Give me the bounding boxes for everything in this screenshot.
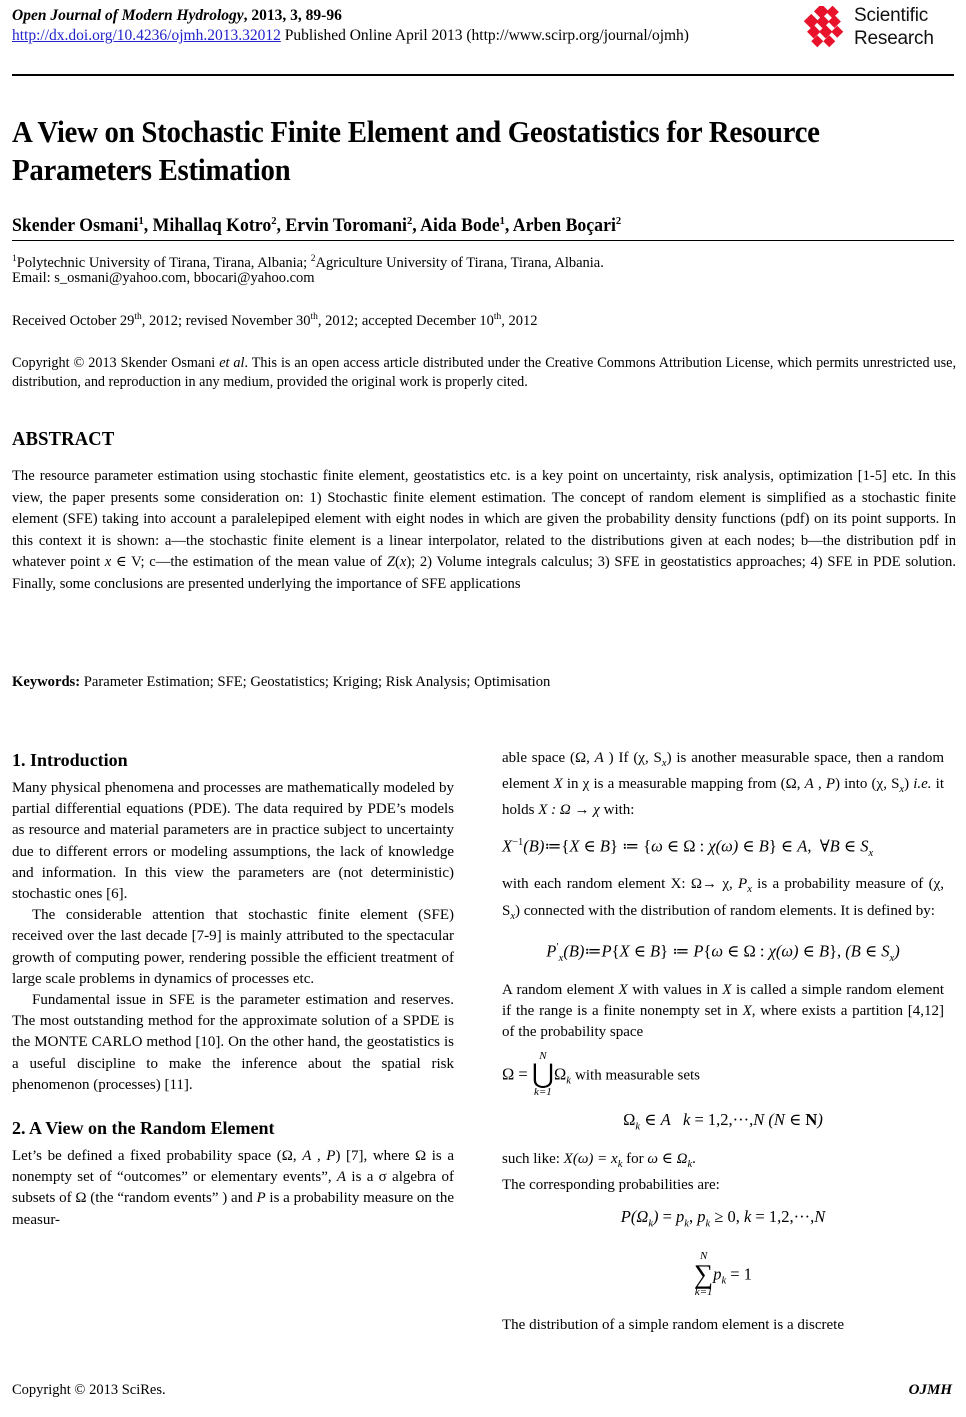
r-p3-a: A random element — [502, 981, 619, 998]
paragraph: The corresponding probabilities are: — [502, 1176, 720, 1193]
author-affil-marker: 2 — [615, 215, 622, 227]
publisher-logo-text — [854, 4, 934, 50]
italic-P-4: P — [738, 876, 748, 893]
script-a-3: A — [594, 750, 604, 766]
paragraph — [502, 748, 944, 822]
summation-operator: N ∑ k=1 — [694, 1250, 714, 1299]
paragraph: The considerable attention that stochastic finite element (SFE) received over the last decade [7-9] is mainly attributed to the spectacular growth of computing power, rendering possible the efficient treatment of large scale problems in dynamics of processes etc. — [12, 907, 454, 987]
r-p3-c: is called a simple random element if the range is a finite nonempty set in — [502, 981, 944, 1019]
author-sep: , — [412, 216, 421, 237]
italic-X-3: X — [722, 981, 732, 998]
keywords-line — [12, 672, 956, 693]
abstract-part-1: The resource parameter estimation using stochastic finite element, geostatistics etc. is a key point on uncertainty, risk analysis, optimization [1-5] etc. In this view, the paper presents some consideration on: 1) Stochastic finite element estimation. The concept of random element is simplified as a stochastic finite element (SFE) taking into account a paralelepiped element with eight nodes in which are given the probability density functions (pdf) on its point supports. In this context it is shown: a—the stochastic finite element is a linear interpolator, related to the distributions given at each nodes; b—the distribution pdf in whatever point — [12, 468, 956, 570]
author-entry — [285, 216, 420, 236]
author-affil-marker: 1 — [138, 215, 144, 227]
accepted-ordinal: th — [493, 312, 502, 322]
logo-text-scientific: Scientific — [854, 5, 929, 26]
subscript-x: x — [661, 758, 667, 769]
history-dates-line — [12, 308, 942, 331]
equation-5: $P(\Omega_k) = p_k$, $p_k \ge 0$, k = 1,2,···,N — [620, 1206, 826, 1230]
author-entry — [12, 216, 153, 236]
r-p4-a: such like: — [502, 1150, 564, 1167]
italic-P-1: P — [326, 1148, 336, 1165]
r-p1-a: able space (Ω, — [502, 750, 595, 766]
affil-marker-2: 2 — [310, 254, 316, 264]
p4-a: Let’s be defined a fixed probability space (Ω, — [12, 1148, 303, 1165]
copyright-prefix: Copyright © 2013 Skender Osmani — [12, 355, 220, 371]
equation-2: $P'_x(B)≔P\{X$ ∈ B} ≔ P{ω ∈ Ω : χ(ω) ∈ B}, (B ∈ $S_x$) — [546, 941, 900, 964]
paragraph: The distribution of a simple random element is a discrete — [502, 1317, 844, 1334]
journal-citation-line — [12, 6, 812, 26]
affil-marker-1: 1 — [12, 254, 17, 264]
r-p2-a: with each random element X: Ω→ χ, — [502, 876, 739, 893]
script-a-4: A — [804, 776, 814, 793]
paragraph: Fundamental issue in SFE is the parameter estimation and reserves. The most outstanding method for the approximate solution of a SPDE is the MONTE CARLO method [10]. On the other hand, the geostatistics is a useful discipline to make the inference about the spatial risk phenomenon (processes) [11]. — [12, 992, 454, 1093]
paragraph — [502, 980, 944, 1044]
p4-b: , — [311, 1148, 327, 1165]
received-tail: , 2012; revised November 30 — [141, 312, 311, 329]
keywords-value: Parameter Estimation; SFE; Geostatistics; Kriging; Risk Analysis; Optimisation — [80, 674, 551, 690]
email-line: Email: s_osmani@yahoo.com, bbocari@yahoo.com — [12, 270, 315, 286]
inline-equation-X-omega: $X(\omega) = x_k$ — [563, 1150, 623, 1170]
r-p4-b: for — [622, 1150, 648, 1167]
page-title: A View on Stochastic Finite Element and Geostatistics for Resource Parameters Estimation — [12, 113, 820, 187]
doi-line — [12, 26, 812, 46]
journal-name: Open Journal of Modern Hydrology — [12, 7, 244, 24]
abstract-italic-z: Z — [386, 554, 395, 570]
r-p2-c: ) connected with the distribution of random elements. It is defined by: — [515, 902, 935, 919]
abstract-part-4: ); 2) Volume integrals calculus; 3) SFE in geostatistics approaches; 4) SFE in PDE solution. Finally, some conclusions are presented underlying the importance of SFE applications — [12, 554, 956, 592]
subscript-x-3: x — [747, 884, 752, 896]
author-name: Ervin Toromani — [285, 216, 407, 237]
received-ordinal: th — [134, 312, 142, 322]
publisher-logo — [802, 4, 952, 56]
author-entry — [513, 216, 621, 236]
author-name: Mihallaq Kotro — [152, 216, 272, 237]
r-p3-b: with values in — [627, 981, 723, 998]
author-affil-marker: 2 — [271, 215, 277, 227]
affil-text-2: Agriculture University of Tirana, Tirana, Albania. — [315, 254, 604, 271]
scientific-research-diamond-icon — [802, 6, 850, 52]
p4-e: is a probability measure on the measur- — [12, 1190, 454, 1228]
r-p1-f: ) into (χ, S — [834, 776, 900, 793]
r-p1-c: ) is another measurable space, then a random element — [502, 750, 944, 793]
r-p1-d: in χ is a measurable mapping from (Ω, — [562, 776, 805, 793]
copyright-license-note — [12, 354, 956, 392]
r-p1-e: , — [813, 776, 826, 793]
abstract-italic-x: x — [104, 554, 112, 570]
r-p2-b: is a probability measure of (χ, S — [502, 876, 944, 919]
received-label: Received October 29 — [12, 312, 135, 329]
author-entry — [420, 216, 513, 236]
equation-1: $X^{-1}(B)≔\{X$ ∈ B} ≔ {ω ∈ Ω : χ(ω) ∈ B} ∈ A, ∀B ∈ $S_x$ — [502, 836, 874, 859]
footer-copyright: Copyright © 2013 SciRes. — [12, 1382, 166, 1398]
equation-4: $\Omega_k$ ∈ A k = 1,2,···,N (N ∈ N) — [623, 1110, 823, 1133]
script-a-1: A — [302, 1148, 312, 1165]
r-p1-g: ) — [904, 776, 914, 793]
inline-equation-mapping: X : Ω → χ — [538, 802, 600, 819]
italic-X-2: X — [618, 981, 628, 998]
logo-text-research: Research — [854, 28, 934, 49]
body-column-left — [12, 748, 454, 1231]
r-p1-b: ) If (χ, S — [603, 750, 662, 766]
paragraph — [502, 874, 944, 926]
author-entry — [153, 216, 286, 236]
revised-tail: , 2012; accepted December 10 — [317, 312, 494, 329]
subscript-x-2: x — [899, 784, 905, 796]
journal-volume-pages: , 2013, 3, 89-96 — [243, 7, 342, 24]
abstract-heading: ABSTRACT — [12, 429, 115, 450]
abstract-italic-x2: x — [399, 554, 407, 570]
r-p1-h: it holds — [502, 776, 944, 819]
author-affil-marker: 2 — [406, 215, 413, 227]
section-heading-random-element: 2. A View on the Random Element — [12, 1118, 275, 1139]
abstract-part-3: ( — [394, 554, 400, 570]
et-al: et al — [219, 355, 245, 371]
header-divider — [12, 74, 954, 76]
inline-equation-omega-in-omega-k: ω ∈ $\Omega_k$ — [647, 1150, 693, 1170]
doi-link[interactable]: http://dx.doi.org/10.4236/ojmh.2013.32012 — [12, 27, 281, 44]
masthead — [12, 6, 812, 46]
paragraph: Many physical phenomena and processes are mathematically modeled by partial differential equations (PDE). The data required by PDE’s models as resource and material parameters are in practice subject to uncertainty due to different errors or modeling assumptions, the lack of knowledge and information. In this view the parameters are (not deterministic) stochastic ones [6]. — [12, 780, 454, 903]
paragraph — [12, 1146, 454, 1231]
subscript-x-4: x — [510, 910, 516, 922]
author-sep: , — [504, 216, 513, 237]
author-divider — [12, 240, 954, 241]
copyright-rest: . This is an open access article distributed under the Creative Commons Attribution License, which permits unrestricted use, distribution, and reproduction in any medium, provided the original work is properly cited. — [12, 355, 957, 390]
accepted-tail: , 2012 — [501, 312, 538, 329]
equation-6-sum: N ∑ k=1 $p_k = 1$ — [694, 1250, 752, 1299]
italic-ie: i.e. — [913, 776, 932, 793]
equation-3-trailing-text: with measurable sets — [575, 1067, 701, 1084]
published-online-note: Published Online April 2013 (http://www.scirp.org/journal/ojmh) — [280, 27, 689, 44]
script-a-2: A — [336, 1169, 347, 1186]
p4-d: is a σ algebra of subsets of Ω (the “random events” ) and — [12, 1169, 454, 1207]
union-operator: N ⋃ k=1 — [531, 1050, 554, 1099]
revised-ordinal: th — [310, 312, 318, 322]
footer-journal-abbrev: OJMH — [908, 1382, 952, 1398]
paragraph — [502, 1149, 944, 1175]
r-p3-d: , where exists a partition [4,12] of the probability space — [502, 1002, 944, 1041]
section-heading-introduction: 1. Introduction — [12, 750, 128, 770]
author-list — [12, 209, 905, 238]
author-name: Arben Boçari — [512, 216, 616, 237]
italic-P-3: P — [825, 776, 835, 793]
author-name: Aida Bode — [420, 216, 500, 237]
author-name: Skender Osmani — [12, 216, 139, 237]
italic-X-4: X — [742, 1002, 752, 1019]
body-column-right — [502, 748, 944, 1336]
author-sep: , — [143, 216, 153, 237]
italic-P-2: P — [256, 1190, 266, 1207]
abstract-part-2: ∈ V; c—the estimation of the mean value of — [111, 554, 387, 570]
abstract-body — [12, 466, 956, 595]
italic-X-1: X — [553, 776, 563, 793]
r-p4-c: . — [692, 1150, 696, 1167]
keywords-label: Keywords: — [12, 674, 81, 690]
author-sep: , — [276, 216, 286, 237]
equation-3-union: Ω = N ⋃ k=1 $\Omega_k$ with measurable sets — [502, 1050, 701, 1099]
r-p1-i: with: — [599, 802, 635, 819]
p4-c: ) [7], where Ω is a nonempty set of “outcomes” or elementary events”, — [12, 1148, 454, 1186]
affil-text-1: Polytechnic University of Tirana, Tirana, Albania; — [16, 254, 311, 271]
author-affil-marker: 1 — [499, 215, 505, 227]
